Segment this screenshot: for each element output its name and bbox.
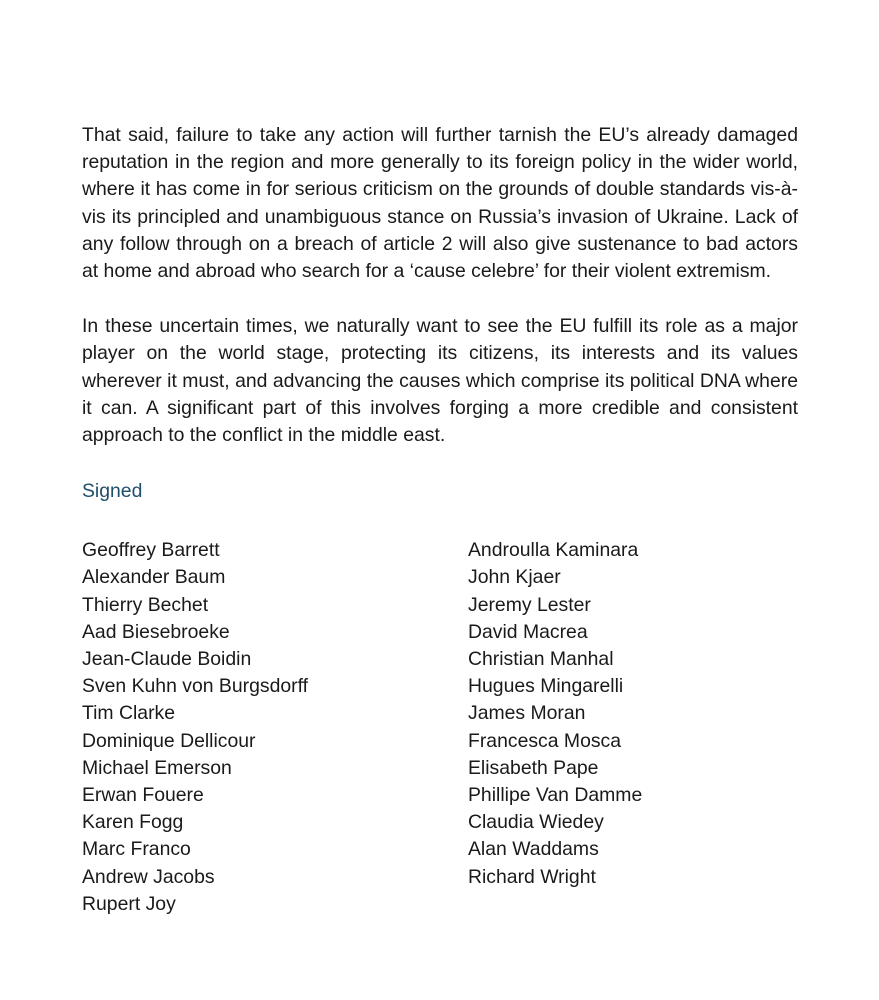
signatory-name: Androulla Kaminara <box>468 539 639 562</box>
signatory-name: Geoffrey Barrett <box>82 539 220 562</box>
signatory-name: Thierry Bechet <box>82 593 209 616</box>
signatory-name: Rupert Joy <box>82 892 176 915</box>
signatory-list-right <box>468 537 642 891</box>
signatory-name: Erwan Fouere <box>82 784 204 807</box>
signatory-name: Jeremy Lester <box>468 593 591 616</box>
paragraph-reputation: That said, failure to take any action will further tarnish the EU’s already damaged reputation in the region and more generally to its foreign policy in the wider world, where it has come in for serious criticism on the grounds of double standards vis-à-vis its principled and unambiguous stance on Russia’s invasion of Ukraine. Lack of any follow through on a breach of article 2 will also give sustenance to bad actors at home and abroad who search for a ‘cause celebre’ for their violent extremism. <box>82 124 798 283</box>
signatory-name: Marc Franco <box>82 838 191 861</box>
signed-label: Signed <box>82 480 143 503</box>
signatory-name: Sven Kuhn von Burgsdorff <box>82 675 309 698</box>
signatory-name: Richard Wright <box>468 865 596 888</box>
signatory-name: Dominique Dellicour <box>82 729 256 752</box>
signatory-name: John Kjaer <box>468 566 561 589</box>
signatory-name: James Moran <box>468 702 586 725</box>
signatory-list-left <box>82 537 308 918</box>
signatory-name: Alexander Baum <box>82 566 226 589</box>
signatory-name: Andrew Jacobs <box>82 865 215 888</box>
signatory-name: Tim Clarke <box>82 702 176 725</box>
signatory-name: Alan Waddams <box>468 838 599 861</box>
signatory-name: Jean-Claude Boidin <box>82 648 252 671</box>
signatory-name: Karen Fogg <box>82 811 184 834</box>
signatory-name: Hugues Mingarelli <box>468 675 624 698</box>
signatory-name: Elisabeth Pape <box>468 756 599 779</box>
signatory-name: Christian Manhal <box>468 648 614 671</box>
signatory-name: Phillipe Van Damme <box>468 784 643 807</box>
signatory-columns <box>82 537 798 917</box>
letter-body <box>82 122 798 917</box>
signatory-name: Michael Emerson <box>82 756 232 779</box>
signatory-name: Claudia Wiedey <box>468 811 604 834</box>
signatory-name: Francesca Mosca <box>468 729 622 752</box>
signatory-name: Aad Biesebroeke <box>82 620 230 643</box>
signatory-name: David Macrea <box>468 620 588 643</box>
paragraph-uncertain-times: In these uncertain times, we naturally want to see the EU fulfill its role as a major player on the world stage, protecting its citizens, its interests and its values wherever it must, and advancing the causes which comprise its political DNA where it can. A significant part of this involves forging a more credible and consistent approach to the conflict in the middle east. <box>82 315 798 447</box>
